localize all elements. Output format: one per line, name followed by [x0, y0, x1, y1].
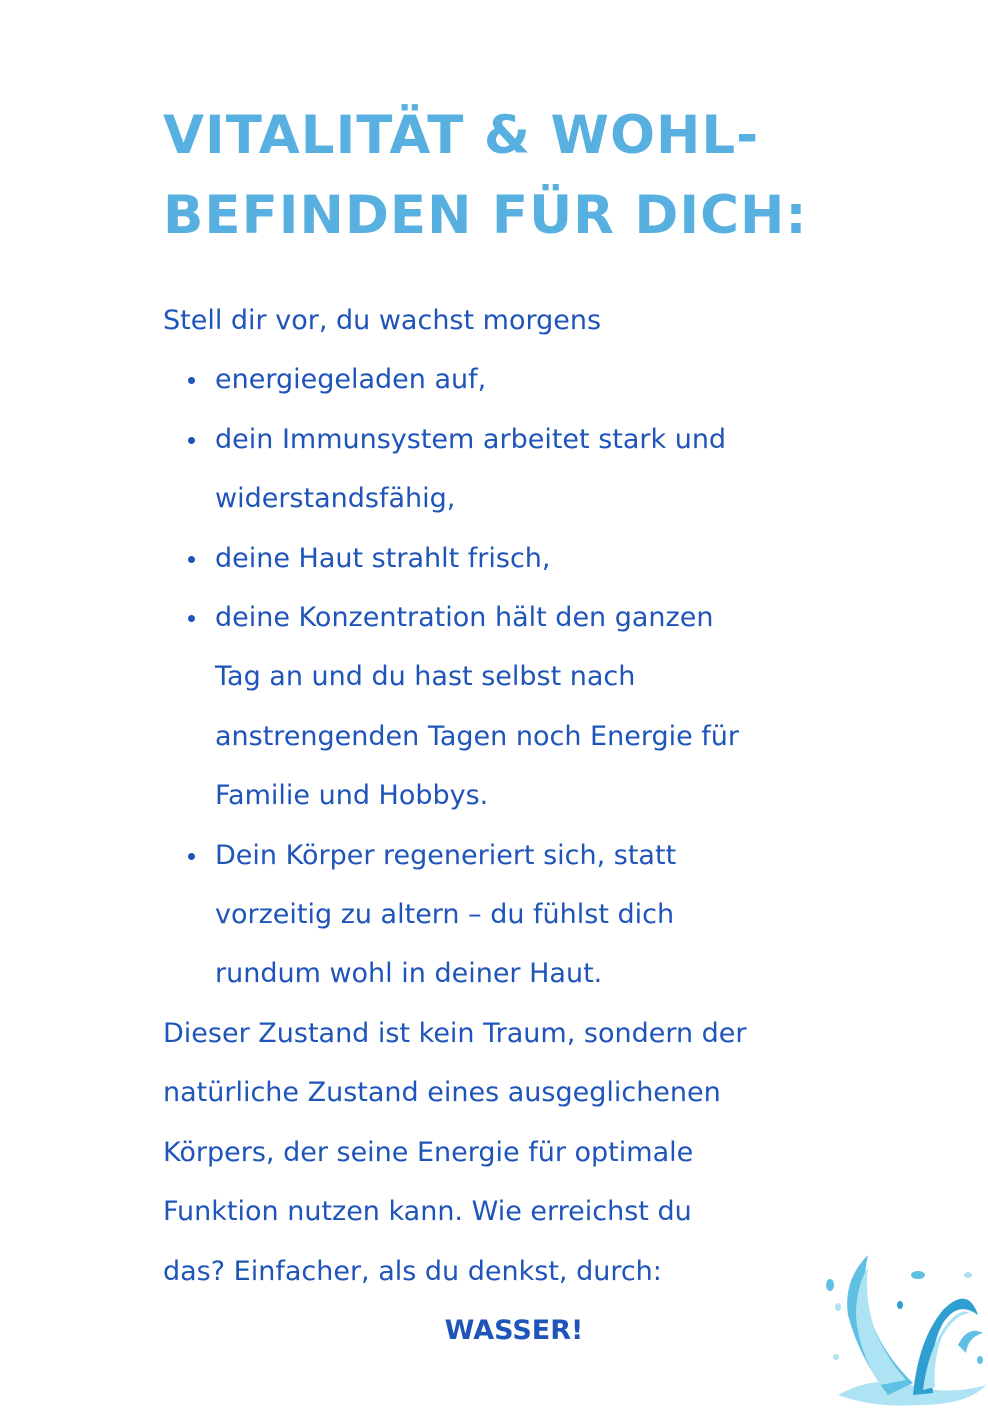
- list-item-line: widerstandsfähig,: [215, 483, 456, 515]
- page-title: [163, 96, 863, 256]
- list-item: [215, 410, 863, 529]
- list-item: [215, 529, 863, 588]
- list-item-line: dein Immunsystem arbeitet stark und: [215, 423, 727, 455]
- page-title-line-2: BEFINDEN FÜR DICH:: [163, 185, 808, 246]
- water-splash-icon: [818, 1245, 988, 1408]
- closing-line: natürliche Zustand eines ausgeglichenen: [163, 1077, 721, 1109]
- list-item-line: energiegeladen auf,: [215, 364, 487, 396]
- closing-line: Dieser Zustand ist kein Traum, sondern der: [163, 1017, 747, 1049]
- list-item-line: anstrengenden Tagen noch Energie für: [215, 720, 739, 752]
- intro-text: Stell dir vor, du wachst morgens: [163, 305, 602, 336]
- closing-line: Körpers, der seine Energie für optimale: [163, 1136, 694, 1168]
- list-item: [215, 350, 863, 409]
- list-item-line: rundum wohl in deiner Haut.: [215, 958, 603, 990]
- list-item: [215, 826, 863, 1004]
- list-item-line: vorzeitig zu altern – du fühlst dich: [215, 899, 675, 931]
- benefits-list: [163, 350, 863, 1003]
- closing-paragraph: [163, 1004, 863, 1301]
- list-item-line: deine Konzentration hält den ganzen: [215, 602, 714, 634]
- document-page: [163, 96, 863, 1360]
- page-title-line-1: VITALITÄT & WOHL-: [163, 105, 760, 166]
- list-item-line: deine Haut strahlt frisch,: [215, 542, 551, 574]
- closing-line: Funktion nutzen kann. Wie erreichst du: [163, 1196, 692, 1228]
- list-item: [215, 588, 863, 826]
- closing-line: das? Einfacher, als du denkst, durch:: [163, 1255, 662, 1287]
- list-item-line: Familie und Hobbys.: [215, 780, 489, 812]
- call-to-action: WASSER!: [444, 1314, 584, 1346]
- list-item-line: Tag an und du hast selbst nach: [215, 661, 636, 693]
- list-item-line: Dein Körper regeneriert sich, statt: [215, 839, 677, 871]
